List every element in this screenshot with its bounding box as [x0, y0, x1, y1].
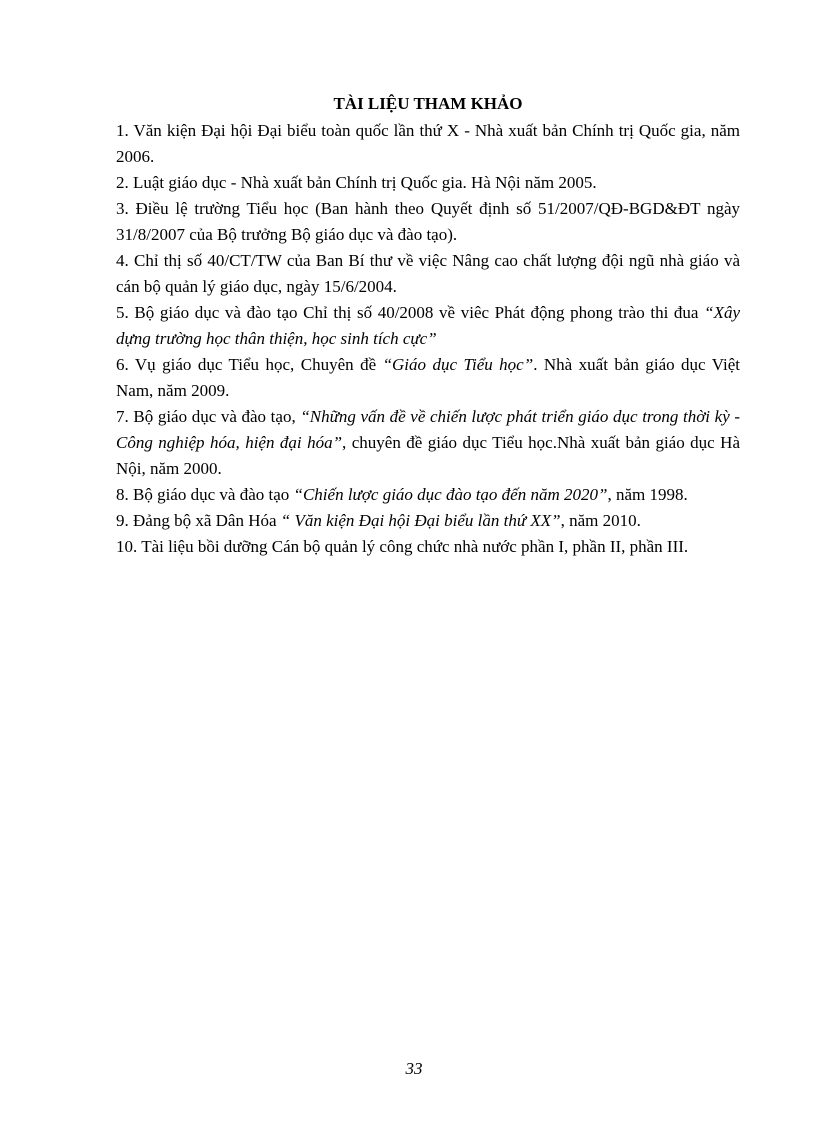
reference-text: Điều lệ trường Tiểu học (Ban hành theo Quyết định số 51/2007/QĐ-BGD&ĐT ngày 31/8/2007 của Bộ trưởng Bộ giáo dục và đào tạo).: [116, 199, 740, 244]
reference-text: Bộ giáo dục và đào tạo Chỉ thị số 40/2008 về viêc Phát động phong trào thi đua: [134, 303, 705, 322]
reference-item-7: [116, 404, 740, 482]
reference-italic-title: “Chiến lược giáo dục đào tạo đến năm 2020”: [293, 485, 608, 504]
reference-italic-title: “ Văn kiện Đại hội Đại biểu lần thứ XX”: [280, 511, 561, 530]
reference-number: 1.: [116, 121, 129, 140]
document-title: TÀI LIỆU THAM KHẢO: [333, 94, 523, 113]
reference-text: Văn kiện Đại hội Đại biểu toàn quốc lần thứ X - Nhà xuất bản Chính trị Quốc gia, năm 2006.: [116, 121, 740, 166]
reference-item-5: [116, 300, 740, 352]
reference-text: Luật giáo dục - Nhà xuất bản Chính trị Quốc gia. Hà Nội năm 2005.: [133, 173, 597, 192]
reference-text-after: , năm 2010.: [560, 511, 641, 530]
reference-text: Tài liệu bồi dưỡng Cán bộ quản lý công chức nhà nước phần I, phần II, phần III.: [137, 537, 689, 556]
reference-italic-title: “Xây dựng trường học thân thiện, học sinh tích cực”: [116, 303, 740, 348]
reference-item-9: [116, 508, 740, 534]
reference-number: 4.: [116, 251, 129, 270]
document-page: [116, 91, 740, 560]
reference-number: 5.: [116, 303, 129, 322]
reference-text-after: . Nhà xuất bản giáo dục Việt Nam, năm 2009.: [116, 355, 740, 400]
reference-number: 9.: [116, 511, 129, 530]
reference-text: Chỉ thị số 40/CT/TW của Ban Bí thư về việc Nâng cao chất lượng đội ngũ nhà giáo và cán bộ quản lý giáo dục, ngày 15/6/2004.: [116, 251, 740, 296]
reference-number: 2.: [116, 173, 129, 192]
reference-list: [116, 118, 740, 560]
reference-text-after: , năm 1998.: [607, 485, 688, 504]
reference-item-6: [116, 352, 740, 404]
reference-number: 8.: [116, 485, 129, 504]
reference-number: 3.: [116, 199, 129, 218]
reference-item-4: [116, 248, 740, 300]
reference-italic-title: “Những vấn đề về chiến lược phát triển giáo dục trong thời kỳ - Công nghiệp hóa, hiện đại hóa”: [116, 407, 741, 452]
reference-italic-title: “Giáo dục Tiểu học”: [382, 355, 534, 374]
reference-item-8: [116, 482, 740, 508]
reference-item-3: [116, 196, 740, 248]
reference-text: Bộ giáo dục và đào tạo,: [133, 407, 301, 426]
page-number: 33: [405, 1059, 423, 1078]
reference-number: 10.: [116, 537, 138, 556]
reference-text: Vụ giáo dục Tiểu học, Chuyên đề: [134, 355, 383, 374]
reference-item-1: [116, 118, 740, 170]
reference-item-2: [116, 170, 740, 196]
reference-number: 6.: [116, 355, 129, 374]
reference-text: Đảng bộ xã Dân Hóa: [133, 511, 281, 530]
reference-text: Bộ giáo dục và đào tạo: [133, 485, 294, 504]
reference-text-after: , chuyên đề giáo dục Tiểu học.Nhà xuất bản giáo dục Hà Nội, năm 2000.: [116, 433, 740, 478]
reference-item-10: [116, 534, 740, 560]
reference-number: 7.: [116, 407, 129, 426]
